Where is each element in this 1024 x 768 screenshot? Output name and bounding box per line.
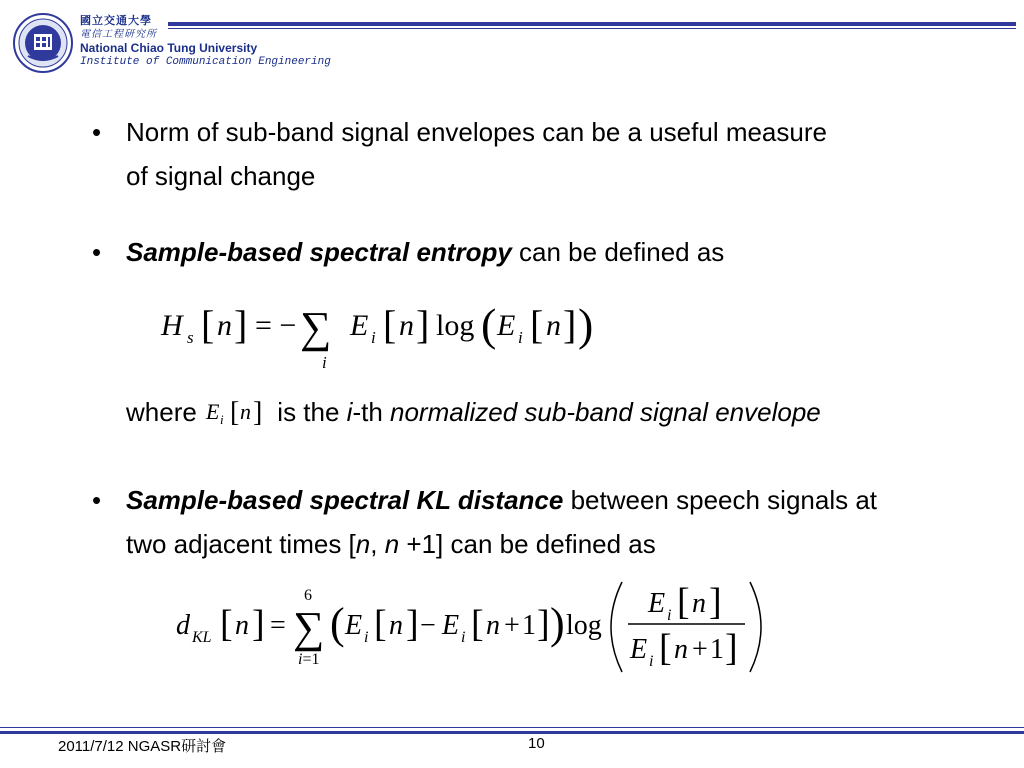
- bullet-1-line1: Norm of sub-band signal envelopes can be a useful measure: [126, 117, 827, 147]
- where-i: i: [346, 397, 353, 427]
- svg-text:i: i: [364, 629, 369, 646]
- org-name-en: National Chiao Tung University: [80, 41, 258, 55]
- where-definition: normalized sub-band signal envelope: [390, 397, 821, 427]
- svg-text:∑: ∑: [300, 303, 332, 352]
- svg-text:n: n: [692, 588, 706, 619]
- svg-text:E: E: [345, 610, 363, 641]
- bullet-3-n: n: [355, 529, 371, 559]
- svg-text:1: 1: [710, 634, 724, 665]
- svg-text:]: ]: [252, 603, 265, 645]
- bullet-3-line2a: two adjacent times [: [126, 529, 356, 559]
- svg-text:i: i: [220, 412, 224, 427]
- svg-text:]: ]: [253, 397, 263, 428]
- bullet-3-n2: n: [384, 529, 400, 559]
- svg-text:d: d: [176, 610, 190, 641]
- dept-name-zh: 電信工程研究所: [80, 29, 157, 40]
- svg-text:E: E: [442, 610, 460, 641]
- svg-text:+: +: [692, 634, 708, 665]
- svg-text:E: E: [648, 588, 666, 619]
- svg-text:E: E: [206, 399, 220, 424]
- bullet-3-rest: between speech signals at: [563, 485, 878, 515]
- svg-text:s: s: [187, 328, 194, 347]
- svg-text:[: [: [677, 581, 690, 623]
- svg-text:]: ]: [537, 603, 550, 645]
- svg-text:i=1: i=1: [298, 651, 320, 668]
- svg-text:1: 1: [522, 610, 536, 641]
- svg-text:n: n: [240, 399, 252, 424]
- svg-text:[: [: [530, 302, 544, 347]
- svg-text:]: ]: [725, 627, 738, 669]
- svg-text:E: E: [350, 309, 369, 342]
- svg-text:n: n: [546, 309, 561, 342]
- svg-text:]: ]: [709, 581, 722, 623]
- svg-text:n: n: [389, 610, 403, 641]
- where-prefix: where: [126, 397, 197, 427]
- svg-text:log: log: [566, 610, 602, 641]
- svg-text:i: i: [518, 328, 523, 347]
- svg-text:]: ]: [563, 302, 577, 347]
- svg-text:E: E: [630, 634, 648, 665]
- svg-text:n: n: [674, 634, 688, 665]
- svg-text:n: n: [486, 610, 500, 641]
- bullet-3-line2c: +1] can be defined as: [399, 529, 656, 559]
- dept-name-en: Institute of Communication Engineering: [80, 56, 331, 68]
- svg-text:= −: = −: [255, 309, 297, 342]
- bullet-marker: •: [92, 485, 102, 515]
- svg-text:[: [: [201, 302, 215, 347]
- svg-text:i: i: [667, 607, 672, 624]
- svg-text:[: [: [220, 603, 233, 645]
- svg-text:i: i: [371, 328, 376, 347]
- svg-text:E: E: [497, 309, 516, 342]
- svg-text:6: 6: [304, 587, 312, 604]
- svg-text:∑: ∑: [293, 603, 325, 652]
- svg-text:=: =: [270, 610, 286, 641]
- svg-text:i: i: [322, 353, 327, 372]
- svg-text:): ): [550, 599, 565, 648]
- svg-text:): ): [578, 299, 594, 350]
- svg-text:n: n: [399, 309, 414, 342]
- footer-date: 2011/7/12 NGASR研討會: [58, 738, 227, 755]
- where-line: [126, 390, 1006, 434]
- svg-text:−: −: [420, 610, 436, 641]
- bullet-1-line2: of signal change: [126, 161, 316, 191]
- bullet-marker: •: [92, 117, 102, 147]
- footer-rule-thick: [0, 731, 1024, 734]
- svg-text:i: i: [461, 629, 466, 646]
- svg-text:[: [: [659, 627, 672, 669]
- svg-text:KL: KL: [192, 629, 212, 646]
- equation-spectral-kl: [170, 572, 770, 682]
- org-name-zh: 國立交通大學: [80, 14, 152, 27]
- page-number: 10: [528, 735, 545, 752]
- equation-spectral-entropy: [155, 290, 615, 380]
- svg-text:log: log: [436, 309, 475, 342]
- bullet-2-rest: can be defined as: [511, 237, 725, 267]
- term-spectral-kl: Sample-based spectral KL distance: [126, 485, 564, 515]
- svg-text:[: [: [383, 302, 397, 347]
- footer-rule-thin: [0, 727, 1024, 728]
- svg-text:]: ]: [234, 302, 248, 347]
- where-mid: is the: [270, 397, 347, 427]
- svg-text:]: ]: [406, 603, 419, 645]
- term-spectral-entropy: Sample-based spectral entropy: [126, 237, 512, 267]
- where-th: -th: [352, 397, 391, 427]
- svg-text:(: (: [330, 599, 345, 648]
- svg-text:i: i: [649, 653, 654, 670]
- equation-inline-Ei-n: [204, 393, 270, 429]
- svg-text:[: [: [230, 397, 240, 428]
- bullet-3-line2b: ,: [370, 529, 385, 559]
- svg-text:H: H: [161, 309, 183, 342]
- svg-text:[: [: [374, 603, 387, 645]
- svg-text:+: +: [504, 610, 520, 641]
- svg-text:n: n: [235, 610, 249, 641]
- svg-text:(: (: [481, 299, 497, 350]
- svg-text:[: [: [471, 603, 484, 645]
- svg-text:]: ]: [416, 302, 430, 347]
- svg-text:n: n: [217, 309, 232, 342]
- bullet-marker: •: [92, 237, 102, 267]
